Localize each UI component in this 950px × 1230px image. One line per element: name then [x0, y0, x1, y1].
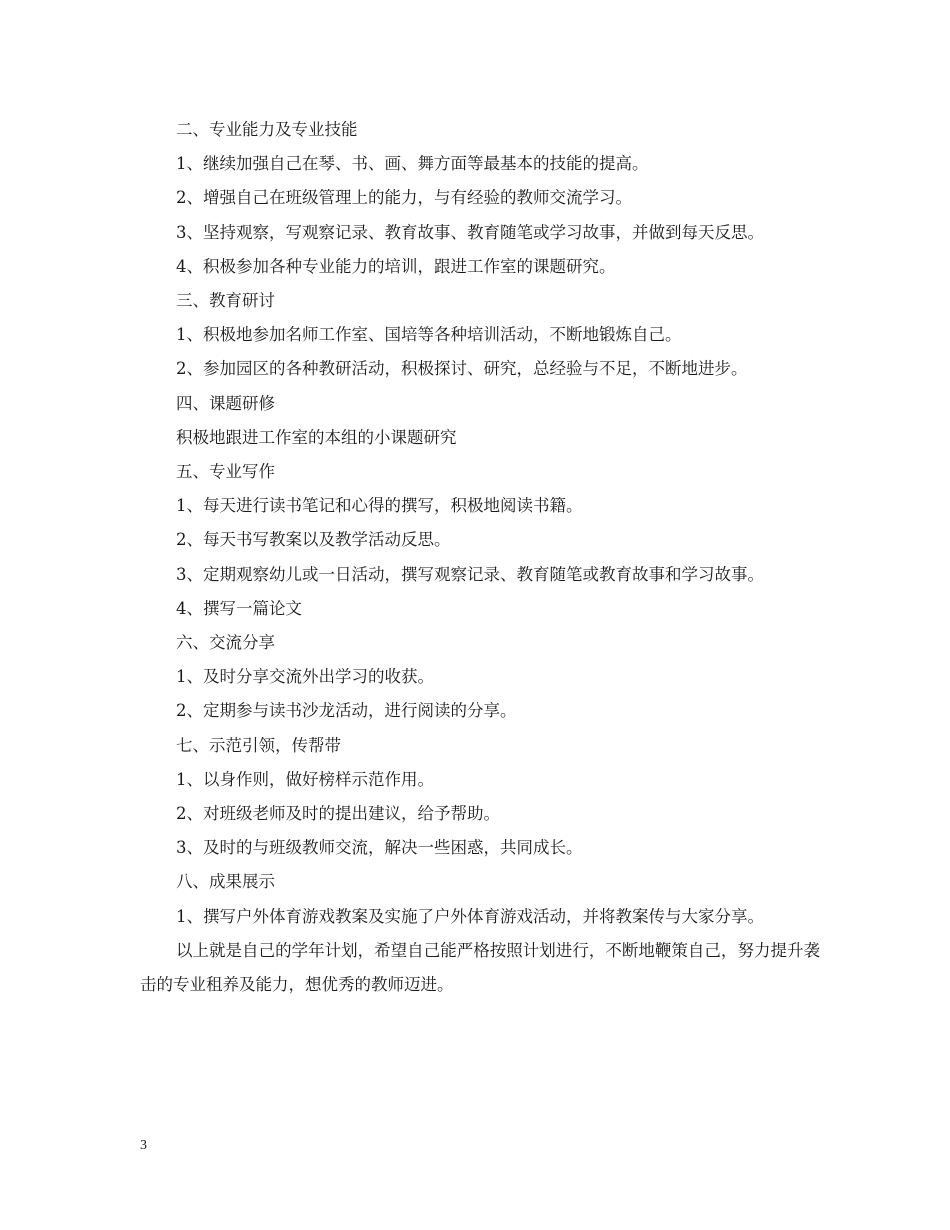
list-item: 3、坚持观察，写观察记录、教育故事、教育随笔或学习故事，并做到每天反思。: [176, 222, 764, 242]
body-paragraph: 积极地跟进工作室的本组的小课题研究: [176, 427, 457, 447]
closing-paragraph: 以上就是自己的学年计划，希望自己能严格按照计划进行，不断地鞭策自己，努力提升袭击的专业租养及能力，想优秀的教师迈进。: [140, 940, 820, 995]
section-heading: 七、示范引领，传帮带: [176, 735, 341, 755]
document-body: [140, 113, 820, 1002]
list-item: 2、定期参与读书沙龙活动，进行阅读的分享。: [176, 701, 517, 721]
list-item: 4、撰写一篇论文: [176, 598, 302, 618]
list-item: 1、及时分享交流外出学习的收获。: [176, 667, 434, 687]
list-item: 3、及时的与班级教师交流，解决一些困惑，共同成长。: [176, 838, 583, 858]
list-item: 2、增强自己在班级管理上的能力，与有经验的教师交流学习。: [176, 188, 632, 208]
list-item: 1、积极地参加名师工作室、国培等各种培训活动，不断地锻炼自己。: [176, 325, 682, 345]
list-item: 2、参加园区的各种教研活动，积极探讨、研究，总经验与不足，不断地进步。: [176, 359, 748, 379]
list-item: 2、对班级老师及时的提出建议，给予帮助。: [176, 804, 500, 824]
page-number: 3: [140, 1138, 147, 1153]
section-heading: 二、专业能力及专业技能: [176, 120, 358, 139]
section-heading: 六、交流分享: [176, 633, 275, 653]
list-item: 1、每天进行读书笔记和心得的撰写，积极地阅读书籍。: [176, 496, 583, 516]
section-heading: 三、教育研讨: [176, 291, 275, 311]
list-item: 1、以身作则，做好榜样示范作用。: [176, 769, 434, 789]
section-heading: 五、专业写作: [176, 462, 275, 482]
list-item: 4、积极参加各种专业能力的培训，跟进工作室的课题研究。: [176, 256, 616, 276]
list-item: 1、继续加强自己在琴、书、画、舞方面等最基本的技能的提高。: [176, 154, 649, 174]
list-item: 1、撰写户外体育游戏教案及实施了户外体育游戏活动，并将教案传与大家分享。: [176, 906, 764, 926]
list-item: 2、每天书写教案以及教学活动反思。: [176, 530, 451, 550]
list-item: 3、定期观察幼儿或一日活动，撰写观察记录、教育随笔或教育故事和学习故事。: [176, 564, 764, 584]
section-heading: 四、课题研修: [176, 393, 275, 413]
section-heading: 八、成果展示: [176, 872, 275, 892]
